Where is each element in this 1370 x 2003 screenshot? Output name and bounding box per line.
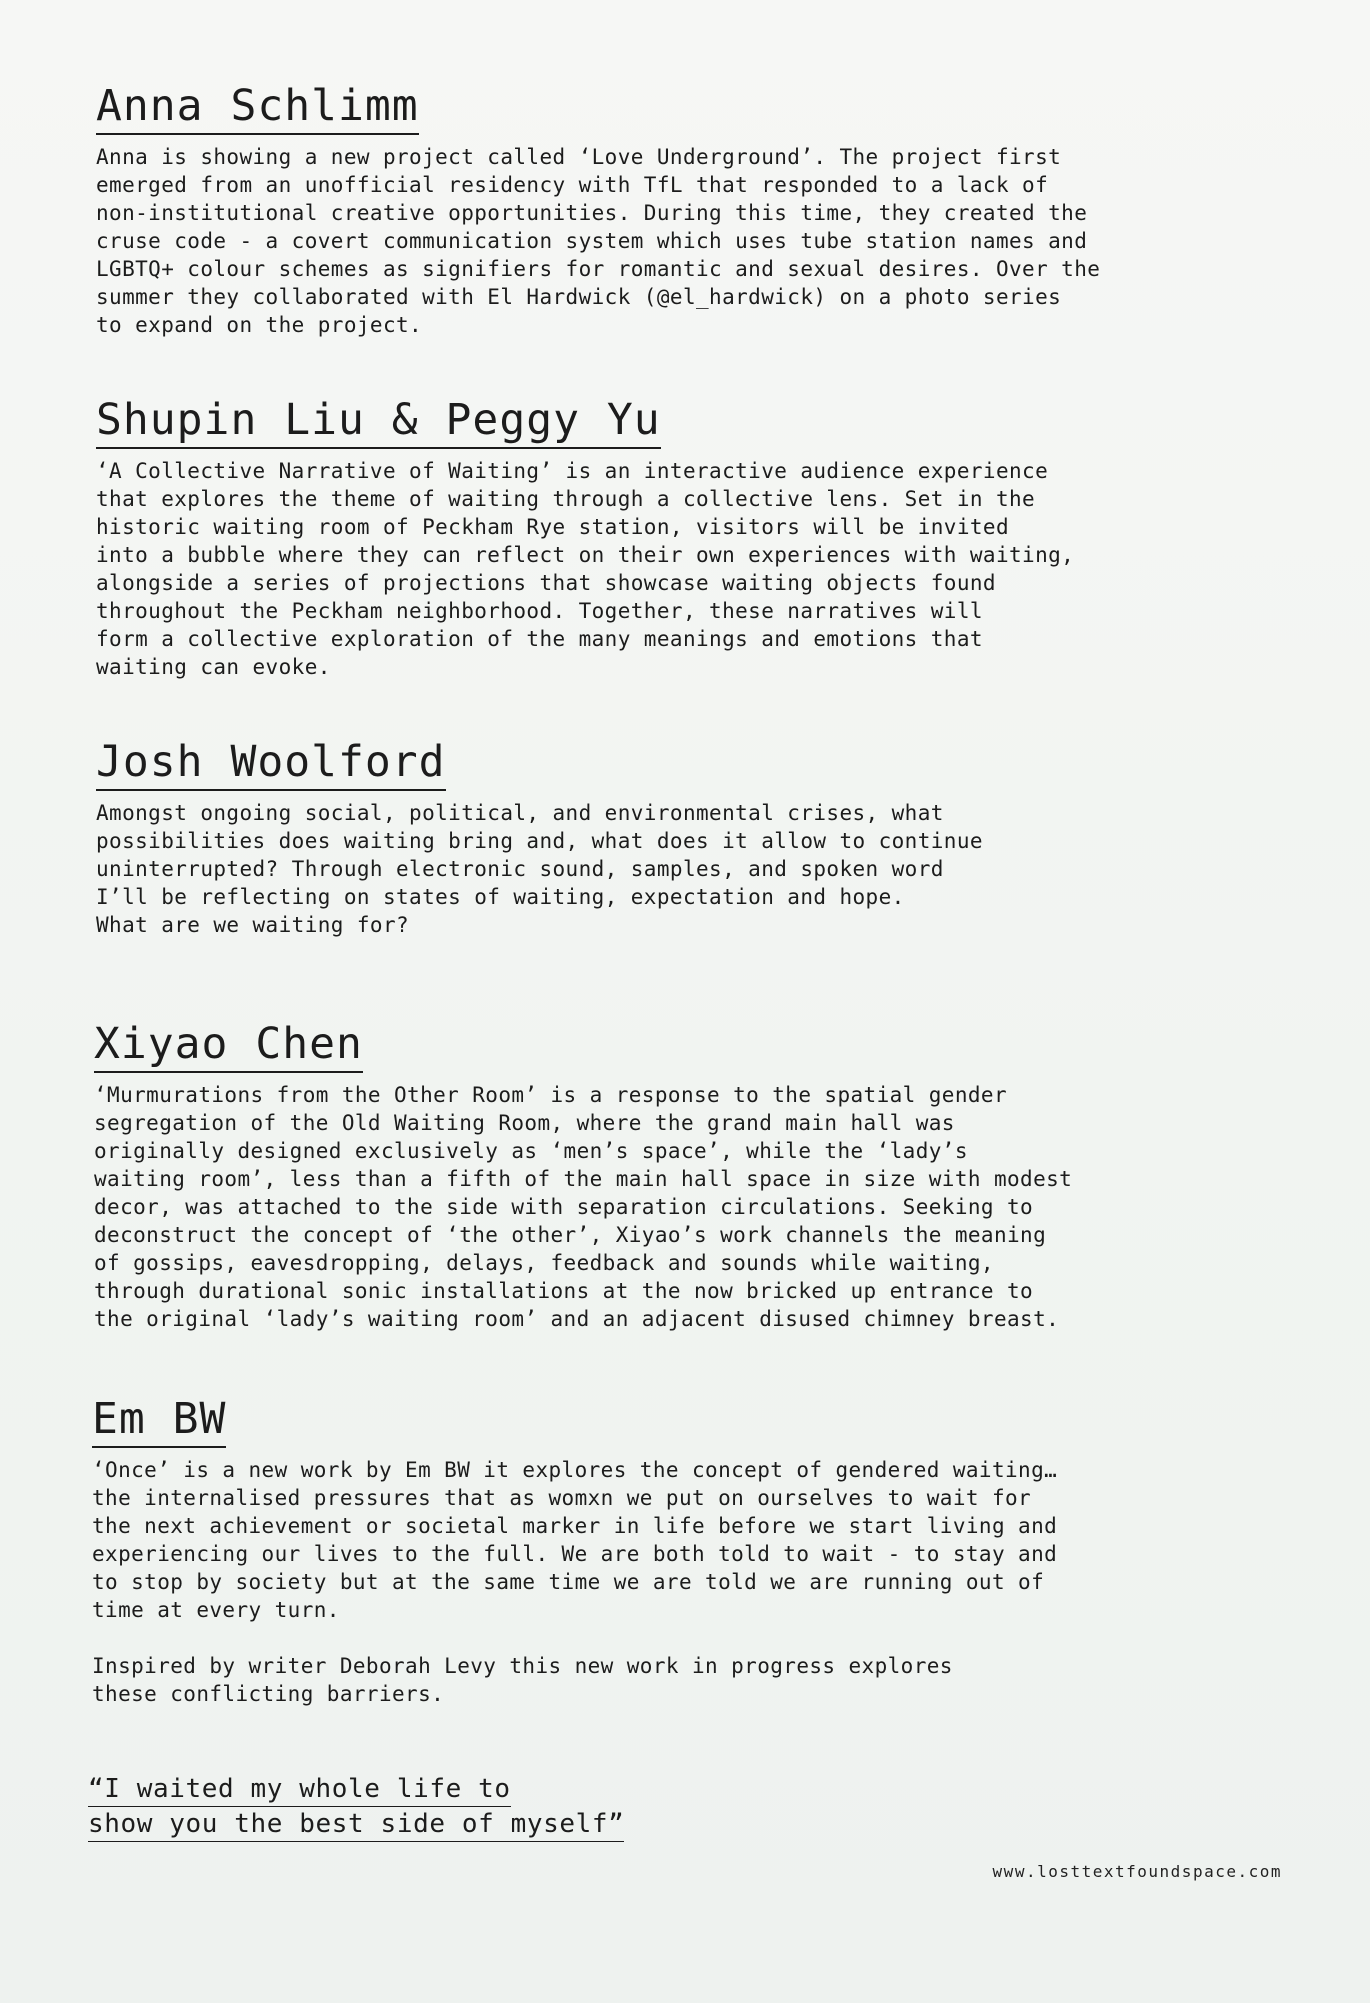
artist-description: Amongst ongoing social, political, and environmental crises, what possibilities does waiting bring and, what does it allow to continue uninterrupted? Through electronic sound, samples, and spoken word I’ll be reflecting on states of waiting, expectation and hope. What are we waiting for? <box>96 801 983 938</box>
artist-name-heading: Josh Woolford <box>96 738 446 791</box>
artist-description-continued: Inspired by writer Deborah Levy this new work in progress explores these conflicting barriers. <box>92 1654 953 1707</box>
artist-section-anna-schlimm <box>96 82 1236 339</box>
website-url: www.losttextfoundspace.com <box>992 1862 1282 1881</box>
artist-name-heading: Xiyao Chen <box>94 1020 363 1073</box>
artist-name-heading: Anna Schlimm <box>96 82 419 135</box>
quote-line-1: “I waited my whole life to <box>88 1772 511 1807</box>
quote-line-2: show you the best side of myself” <box>88 1807 624 1842</box>
artist-description: ‘Once’ is a new work by Em BW it explores the concept of gendered waiting… the internalised pressures that as womxn we put on ourselves to wait for the next achievement or societal marker in life before we start living and experiencing our lives to the full. We are both told to wait - to stay and to stop by society but at the same time we are told we are running out of time at every turn. <box>92 1458 1058 1623</box>
artist-section-josh-woolford <box>96 738 1236 939</box>
artist-name-heading: Em BW <box>92 1395 226 1448</box>
artist-description: Anna is showing a new project called ‘Love Underground’. The project first emerged from an unofficial residency with TfL that responded to a lack of non-institutional creative opportunities. During this time, they created the cruse code - a covert communication system which uses tube station names and LGBTQ+ colour schemes as signifiers for romantic and sexual desires. Over the summer they collaborated with El Hardwick (@el_hardwick) on a photo series to expand on the project. <box>96 145 1101 338</box>
artist-name-heading: Shupin Liu & Peggy Yu <box>96 396 661 449</box>
artist-description: ‘Murmurations from the Other Room’ is a response to the spatial gender segregation of the Old Waiting Room, where the grand main hall was originally designed exclusively as ‘men’s space’, while the ‘lady’s waiting room’, less than a fifth of the main hall space in size with modest decor, was attached to the side with separation circulations. Seeking to deconstruct the concept of ‘the other’, Xiyao’s work channels the meaning of gossips, eavesdropping, delays, feedback and sounds while waiting, through durational sonic installations at the now bricked up entrance to the original ‘lady’s waiting room’ and an adjacent disused chimney breast. <box>94 1083 1073 1332</box>
artist-section-shupin-liu-peggy-yu <box>96 396 1236 681</box>
closing-quote <box>88 1772 624 1842</box>
artist-section-xiyao-chen <box>94 1020 1234 1333</box>
artist-section-em-bw <box>92 1395 1232 1708</box>
artist-description: ‘A Collective Narrative of Waiting’ is an interactive audience experience that explores the theme of waiting through a collective lens. Set in the historic waiting room of Peckham Rye station, visitors will be invited into a bubble where they can reflect on their own experiences with waiting, alongside a series of projections that showcase waiting objects found throughout the Peckham neighborhood. Together, these narratives will form a collective exploration of the many meanings and emotions that waiting can evoke. <box>96 459 1075 680</box>
